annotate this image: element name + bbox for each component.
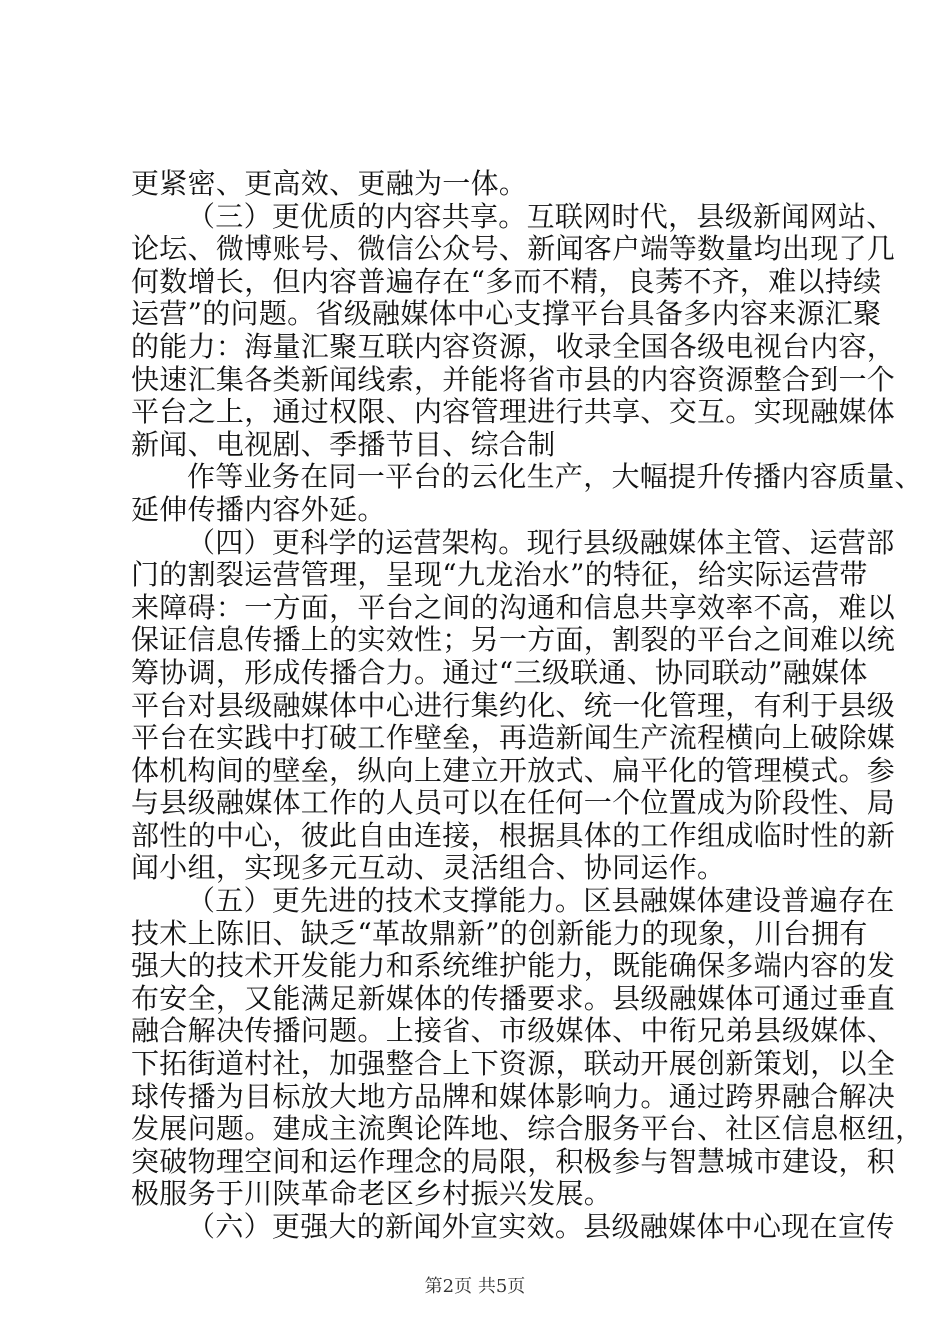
text-line: 何数增长，但内容普遍存在“多而不精，良莠不齐，难以持续 xyxy=(131,264,882,298)
text-line: 发展问题。建成主流舆论阵地、综合服务平台、社区信息枢纽， xyxy=(131,1112,924,1146)
text-line: 门的割裂运营管理，呈现“九龙治水”的特征，给实际运营带 xyxy=(131,558,868,592)
text-line: 闻小组，实现多元互动、灵活组合、协同运作。 xyxy=(131,851,726,885)
text-line: 与县级融媒体工作的人员可以在任何一个位置成为阶段性、局 xyxy=(131,786,896,820)
text-line: 体机构间的壁垒，纵向上建立开放式、扁平化的管理模式。参 xyxy=(131,753,896,787)
text-line: 部性的中心，彼此自由连接，根据具体的工作组成临时性的新 xyxy=(131,818,896,852)
text-line: 强大的技术开发能力和系统维护能力，既能确保多端内容的发 xyxy=(131,949,896,983)
text-line: 下拓街道村社，加强整合上下资源，联动开展创新策划，以全 xyxy=(131,1047,896,1081)
text-line: 延伸传播内容外延。 xyxy=(131,492,386,526)
page-number: 第2页 共5页 xyxy=(424,1276,526,1297)
text-line: 平台对县级融媒体中心进行集约化、统一化管理，有利于县级 xyxy=(131,688,896,722)
text-line: 来障碍：一方面，平台之间的沟通和信息共享效率不高，难以 xyxy=(131,590,896,624)
text-line: 平台之上，通过权限、内容管理进行共享、交互。实现融媒体 xyxy=(131,395,896,429)
text-line: （五）更先进的技术支撑能力。区县融媒体建设普遍存在 xyxy=(187,884,895,918)
text-line: 运营”的问题。省级融媒体中心支撑平台具备多内容来源汇聚 xyxy=(131,297,882,331)
text-line: 突破物理空间和运作理念的局限，积极参与智慧城市建设，积 xyxy=(131,1144,896,1178)
text-line: 论坛、微博账号、微信公众号、新闻客户端等数量均出现了几 xyxy=(131,232,896,266)
text-line: （六）更强大的新闻外宣实效。县级融媒体中心现在宣传 xyxy=(187,1210,895,1243)
text-line: 作等业务在同一平台的云化生产，大幅提升传播内容质量、 xyxy=(187,460,923,494)
text-line: 快速汇集各类新闻线索，并能将省市县的内容资源整合到一个 xyxy=(131,362,896,396)
text-line: 更紧密、更高效、更融为一体。 xyxy=(131,167,528,200)
text-line: 技术上陈旧、缺乏“革故鼎新”的创新能力的现象，川台拥有 xyxy=(131,916,868,950)
text-line: 新闻、电视剧、季播节目、综合制 xyxy=(131,427,556,461)
text-line: 球传播为目标放大地方品牌和媒体影响力。通过跨界融合解决 xyxy=(131,1079,896,1113)
text-line: （四）更科学的运营架构。现行县级融媒体主管、运营部 xyxy=(187,525,895,559)
text-line: 保证信息传播上的实效性；另一方面，割裂的平台之间难以统 xyxy=(131,623,896,657)
text-line: 融合解决传播问题。上接省、市级媒体、中衔兄弟县级媒体、 xyxy=(131,1014,896,1048)
text-line: 筹协调，形成传播合力。通过“三级联通、协同联动”融媒体 xyxy=(131,655,868,689)
body-text xyxy=(131,167,924,1244)
text-line: 平台在实践中打破工作壁垒，再造新闻生产流程横向上破除媒 xyxy=(131,721,896,755)
text-line: （三）更优质的内容共享。互联网时代，县级新闻网站、 xyxy=(187,199,895,233)
text-line: 布安全，又能满足新媒体的传播要求。县级融媒体可通过垂直 xyxy=(131,981,896,1015)
text-line: 的能力：海量汇聚互联内容资源，收录全国各级电视台内容， xyxy=(131,329,896,363)
text-line: 极服务于川陕革命老区乡村振兴发展。 xyxy=(131,1177,613,1211)
